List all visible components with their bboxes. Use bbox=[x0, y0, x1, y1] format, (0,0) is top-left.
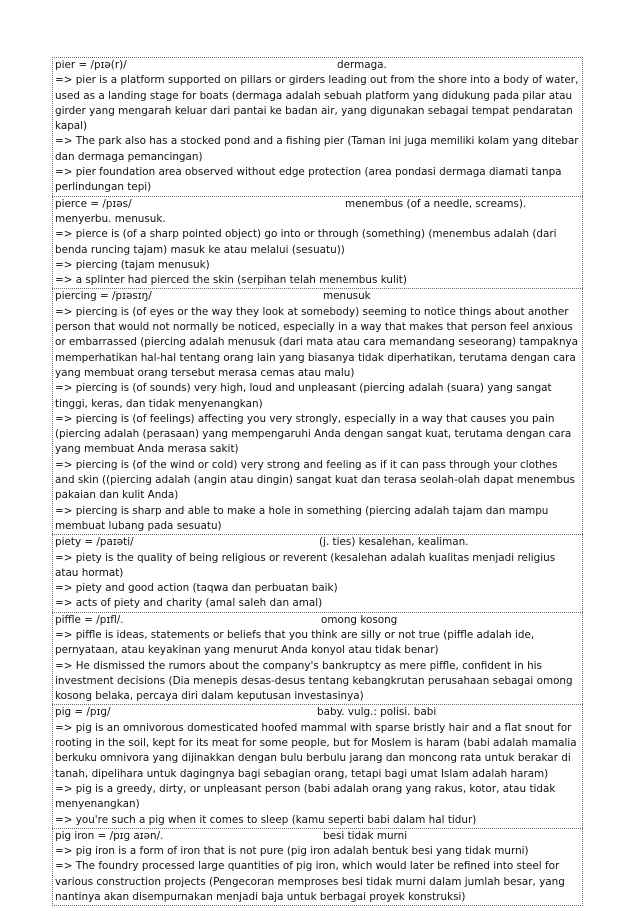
entry-term: piety = /paɪəti/ bbox=[55, 536, 134, 549]
entry-line: => pier is a platform supported on pillars or girders leading out from the shore into a body of water, used as a landing stage for boats (dermaga adalah sebuah platform yang didukung pada pilar atau girder yang mengarah keluar dari pantai ke badan air, yang digunakan sebagai tempat pendaratan kapal) bbox=[55, 74, 579, 133]
entry-term: pierce = /pɪəs/ bbox=[55, 197, 132, 210]
entry-heading bbox=[55, 289, 580, 304]
entry-pier bbox=[52, 57, 583, 196]
entry-line: => He dismissed the rumors about the company's bankruptcy as mere piffle, confident in his investment decisions (Dia menepis desas-desus tentang kebangkrutan perusahaan sebagai omong kosong belaka, percaya diri dalam keputusan investasinya) bbox=[55, 659, 573, 703]
entry-term: piercing = /pɪəsɪŋ/ bbox=[55, 290, 152, 303]
entry-translation: (j. ties) kesalehan, kealiman. bbox=[319, 536, 469, 549]
entry-heading bbox=[55, 535, 580, 550]
entry-piercing bbox=[52, 288, 583, 534]
entry-piffle bbox=[52, 612, 583, 705]
entry-line: => piety is the quality of being religious or reverent (kesalehan adalah kualitas menjadi religius atau hormat) bbox=[55, 551, 556, 579]
entry-line: => acts of piety and charity (amal saleh dan amal) bbox=[55, 597, 323, 610]
entry-translation: baby. vulg.: polisi. babi bbox=[317, 706, 437, 719]
entry-line: => piffle is ideas, statements or beliefs that you think are silly or not true (piffle adalah ide, pernyataan, atau keyakinan yang menurut Anda konyol atau tidak benar) bbox=[55, 628, 535, 657]
entry-term: pier = /pɪə(r)/ bbox=[55, 59, 127, 71]
entry-line: => you're such a pig when it comes to sleep (kamu seperti babi dalam hal tidur) bbox=[55, 813, 477, 826]
entry-term: pig iron = /pɪɡ aɪən/. bbox=[55, 829, 164, 842]
entry-translation: menembus (of a needle, screams). menyerbu. menusuk. bbox=[55, 197, 527, 225]
entry-line: => pig is an omnivorous domesticated hoofed mammal with sparse bristly hair and a flat snout for rooting in the soil, kept for its meat for some people, but for Moslem is haram (babi adalah mamalia berkuku omnivora yang dijinakkan dengan bulu berbulu jarang dan moncong rata untuk berakar di tanah, dipelihara untuk dagingnya bagi sebagian orang, tetapi bagi umat Islam adalah haram) bbox=[55, 721, 577, 780]
entry-line: => pig iron is a form of iron that is not pure (pig iron adalah bentuk besi yang tidak murni) bbox=[55, 845, 529, 858]
entry-piety bbox=[52, 534, 583, 611]
entry-heading bbox=[55, 613, 580, 628]
entry-line: => a splinter had pierced the skin (serpihan telah menembus kulit) bbox=[55, 274, 407, 287]
entry-line: => piercing is (of eyes or the way they look at somebody) seeming to notice things about another person that would not normally be noticed, especially in a way that makes that person feel anxious or embarrassed (piercing adalah menusuk (dari mata atau cara memandang seseorang) tampaknya memperhatikan hal-hal tentang orang lain yang biasanya tidak diperhatikan, terutama dengan cara yang membuat orang tersebut merasa cemas atau malu) bbox=[55, 305, 579, 379]
entry-term: pig = /pɪɡ/ bbox=[55, 706, 111, 719]
entry-translation: dermaga. bbox=[337, 59, 387, 71]
entry-line: => pig is a greedy, dirty, or unpleasant person (babi adalah orang yang rakus, kotor, atau tidak menyenangkan) bbox=[55, 782, 556, 811]
entry-line: => piercing (tajam menusuk) bbox=[55, 258, 210, 271]
entry-translation: menusuk bbox=[323, 290, 371, 303]
entry-heading bbox=[55, 829, 580, 844]
entry-heading bbox=[55, 705, 580, 720]
entry-heading bbox=[55, 197, 580, 228]
entry-line: => The foundry processed large quantities of pig iron, which would later be refined into steel for various construction projects (Pengecoran memproses besi tidak murni dalam jumlah besar, yang nantinya akan disempurnakan menjadi baja untuk berbagai proyek konstruksi) bbox=[55, 860, 565, 904]
entry-line: => piercing is (of feelings) affecting you very strongly, especially in a way that causes you pain (piercing adalah (perasaan) yang mempengaruhi Anda dengan sangat kuat, terutama dengan cara yang membuat Anda merasa sakit) bbox=[55, 412, 572, 456]
entry-line: => pier foundation area observed without edge protection (area pondasi dermaga diamati tanpa perlindungan tepi) bbox=[55, 166, 562, 194]
entry-line: => piety and good action (taqwa dan perbuatan baik) bbox=[55, 582, 338, 595]
entry-line: => piercing is (of the wind or cold) very strong and feeling as if it can pass through your clothes and skin ((piercing adalah (angin atau dingin) sangat kuat dan terasa seolah-olah dapat menembus pakaian dan kulit Anda) bbox=[55, 458, 575, 502]
entry-translation: omong kosong bbox=[321, 613, 398, 626]
entry-heading bbox=[55, 58, 580, 73]
entry-line: => The park also has a stocked pond and a fishing pier (Taman ini juga memiliki kolam yang ditebar dan dermaga pemancingan) bbox=[55, 135, 579, 163]
entry-line: => piercing is sharp and able to make a hole in something (piercing adalah tajam dan mampu membuat lubang pada sesuatu) bbox=[55, 504, 549, 532]
entry-term: piffle = /pɪfl/. bbox=[55, 613, 124, 626]
entry-line: => piercing is (of sounds) very high, loud and unpleasant (piercing adalah (suara) yang sangat tinggi, keras, dan tidak menyenangkan) bbox=[55, 382, 552, 410]
entry-line: => pierce is (of a sharp pointed object) go into or through (something) (menembus adalah (dari benda runcing tajam) masuk ke atau melalui (sesuatu)) bbox=[55, 228, 557, 256]
entry-pig-iron bbox=[52, 828, 583, 906]
dictionary-page bbox=[52, 57, 583, 906]
entry-pig bbox=[52, 704, 583, 827]
entry-translation: besi tidak murni bbox=[323, 829, 408, 842]
entry-pierce bbox=[52, 196, 583, 289]
